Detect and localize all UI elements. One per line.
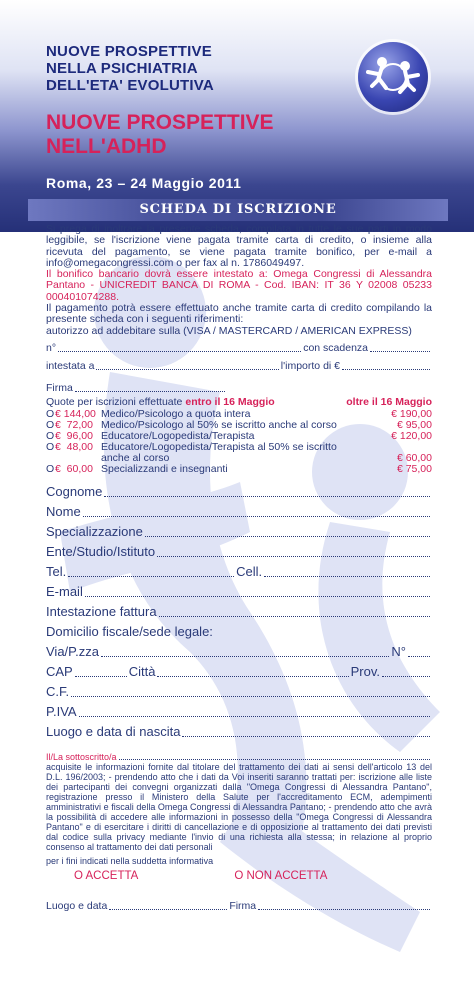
card-expiry-label: con scadenza bbox=[303, 341, 368, 354]
quote-row[interactable] bbox=[46, 442, 432, 464]
tax-code-field[interactable] bbox=[71, 696, 430, 697]
quote-checkbox[interactable]: O bbox=[46, 440, 55, 453]
card-holder-row bbox=[46, 358, 432, 372]
quote-label: Quote per iscrizioni effettuate bbox=[46, 395, 183, 408]
street-number-field[interactable] bbox=[408, 656, 430, 657]
undersigned-field[interactable] bbox=[119, 759, 430, 760]
mobile-label: Cell. bbox=[236, 563, 263, 579]
quote-checkbox[interactable]: O bbox=[46, 429, 55, 442]
city-label: Città bbox=[128, 663, 156, 679]
quote-amount: € 96,00 bbox=[55, 429, 93, 442]
quote-late-price: € 120,00 bbox=[391, 429, 432, 442]
quote-description: Educatore/Logopedista/Terapista bbox=[101, 429, 255, 442]
cap-label: CAP bbox=[46, 663, 73, 679]
province-field[interactable] bbox=[382, 676, 430, 677]
place-date-label: Luogo e data bbox=[46, 899, 108, 912]
institution-row bbox=[46, 539, 432, 559]
bank-transfer-text: Il bonifico bancario dovrà essere intestato a: Omega Congressi di Alessandra Pantano - UNICREDIT BANCA DI ROMA - Cod. IBAN: IT 36 Y 02008 05233 000401074288. bbox=[46, 268, 432, 303]
card-holder-label: intestata a bbox=[46, 359, 95, 372]
quote-description: Medico/Psicologo a quota intera bbox=[101, 407, 251, 420]
name-row bbox=[46, 499, 432, 519]
consent-options bbox=[46, 870, 432, 886]
final-signature-label: Firma bbox=[229, 899, 257, 912]
specialization-field[interactable] bbox=[145, 536, 430, 537]
surname-field[interactable] bbox=[104, 496, 430, 497]
quote-amount: € 72,00 bbox=[55, 418, 93, 431]
email-field[interactable] bbox=[85, 596, 430, 597]
signature-label: Firma bbox=[46, 381, 73, 394]
province-label: Prov. bbox=[350, 663, 380, 679]
birth-row bbox=[46, 719, 432, 739]
city-row bbox=[46, 659, 432, 679]
card-number-row bbox=[46, 340, 432, 354]
children-logo-icon bbox=[358, 42, 428, 112]
header-banner bbox=[0, 0, 474, 232]
city-field[interactable] bbox=[157, 676, 348, 677]
quote-description: Educatore/Logopedista/Terapista al 50% se iscritto anche al corso bbox=[101, 440, 337, 464]
quote-late-price: € 95,00 bbox=[396, 418, 432, 431]
quote-amount: € 48,00 bbox=[55, 440, 93, 453]
card-number-label: n° bbox=[46, 341, 57, 354]
vat-field[interactable] bbox=[79, 716, 430, 717]
email-label: E-mail bbox=[46, 583, 83, 599]
undersigned-row bbox=[46, 751, 432, 762]
privacy-purpose: per i fini indicati nella suddetta informativa bbox=[46, 855, 214, 866]
quote-checkbox[interactable]: O bbox=[46, 462, 55, 475]
birth-field[interactable] bbox=[182, 736, 430, 737]
vat-row bbox=[46, 699, 432, 719]
phone-field[interactable] bbox=[68, 576, 234, 577]
quote-checkbox[interactable]: O bbox=[46, 418, 55, 431]
authorize-text: autorizzo ad addebitare sulla (VISA / MASTERCARD / AMERICAN EXPRESS) bbox=[46, 324, 412, 337]
amount-label: l'importo di € bbox=[280, 359, 340, 372]
name-label: Nome bbox=[46, 503, 81, 519]
place-date-field[interactable] bbox=[109, 909, 227, 910]
form-title: SCHEDA DI ISCRIZIONE bbox=[139, 202, 337, 217]
street-number-label: N° bbox=[391, 643, 406, 659]
tax-code-label: C.F. bbox=[46, 683, 70, 699]
title-line-3: DELL'ETA' EVOLUTIVA bbox=[46, 77, 214, 94]
subtitle-bar bbox=[28, 199, 448, 221]
title-line-2: NELLA PSICHIATRIA bbox=[46, 60, 198, 77]
birth-label: Luogo e data di nascita bbox=[46, 723, 181, 739]
quote-amount: € 144,00 bbox=[55, 407, 96, 420]
quote-description: Specializzandi e insegnanti bbox=[101, 462, 228, 475]
quote-late-price: € 60,00 bbox=[396, 451, 432, 464]
quote-row[interactable] bbox=[46, 464, 432, 475]
cap-field[interactable] bbox=[75, 676, 127, 677]
street-row bbox=[46, 639, 432, 659]
quote-before-date: entro il 16 Maggio bbox=[185, 395, 275, 408]
signature-field[interactable] bbox=[75, 391, 225, 392]
place-date-row bbox=[46, 898, 432, 912]
reject-option[interactable]: O NON ACCETTA bbox=[234, 869, 328, 882]
privacy-text: acquisite le informazioni fornite dal titolare del trattamento dei dati ai sensi dell'articolo 13 del D.L. 196/2003; - prendendo atto che i dati da Voi inseriti saranno trattati per: iscrizione alle liste dei partecipanti dei convegni organizzati dalla "Omega Congressi di Alessandra Pantano", registrazione presso il Ministero della Salute per l'accreditamento ECM, adempimenti amministrativi e fiscali della Omega Congressi di Alessandra Pantano; - prendendo atto che avrà la possibilità di accedere alle informazioni in possesso della "Omega Congressi di Alessandra Pantano" e di esercitare i diritti di cancellazione e di opposizione al trattamento dei dati previsti dal codice sulla privacy mediante l'invio di una richiesta alla stessa; in relazione al proprio consenso al trattamento dei dati personali bbox=[46, 761, 432, 852]
credit-card-text: Il pagamento potrà essere effettuato anche tramite carta di credito compilando la presente scheda con i seguenti riferimenti: bbox=[46, 302, 432, 326]
event-dates: Roma, 23 – 24 Maggio 2011 bbox=[46, 175, 242, 191]
quote-late-price: € 75,00 bbox=[396, 462, 432, 475]
phone-row bbox=[46, 559, 432, 579]
street-label: Via/P.zza bbox=[46, 643, 100, 659]
quote-late-price: € 190,00 bbox=[391, 407, 432, 420]
invoice-field[interactable] bbox=[159, 616, 430, 617]
name-field[interactable] bbox=[83, 516, 430, 517]
title-line-1: NUOVE PROSPETTIVE bbox=[46, 43, 212, 60]
specialization-label: Specializzazione bbox=[46, 523, 143, 539]
intro-text: Si prega di inoltrare la presente scheda, compilata in tutte le sue parti in modo leggibile, se l'iscrizione viene pagata tramite carta di credito, o insieme alla ricevuta del pagamento, se viene pagata tramite bonifico, per e-mail a info@omegacongressi.com o per fax al n. 1786049497. bbox=[46, 223, 432, 269]
title-big-1: NUOVE PROSPETTIVE bbox=[46, 111, 274, 134]
invoice-row bbox=[46, 599, 432, 619]
card-number-field[interactable] bbox=[58, 351, 301, 352]
street-field[interactable] bbox=[101, 656, 389, 657]
institution-field[interactable] bbox=[157, 556, 430, 557]
quote-amount: € 60,00 bbox=[55, 462, 93, 475]
signature-row bbox=[46, 380, 432, 394]
final-signature-field[interactable] bbox=[258, 909, 430, 910]
title-big-2: NELL'ADHD bbox=[46, 135, 167, 158]
undersigned-label: Il/La sottoscritto/a bbox=[46, 751, 117, 762]
mobile-field[interactable] bbox=[264, 576, 430, 577]
form-content bbox=[46, 224, 432, 912]
phone-label: Tel. bbox=[46, 563, 67, 579]
tax-address-label: Domicilio fiscale/sede legale: bbox=[46, 623, 213, 639]
amount-field[interactable] bbox=[342, 369, 430, 370]
email-row bbox=[46, 579, 432, 599]
surname-label: Cognome bbox=[46, 483, 103, 499]
accept-option[interactable]: O ACCETTA bbox=[74, 869, 139, 882]
card-expiry-field[interactable] bbox=[370, 351, 430, 352]
surname-row bbox=[46, 479, 432, 499]
invoice-label: Intestazione fattura bbox=[46, 603, 157, 619]
tax-code-row bbox=[46, 679, 432, 699]
tax-address-row bbox=[46, 619, 432, 639]
card-holder-field[interactable] bbox=[96, 369, 278, 370]
institution-label: Ente/Studio/Istituto bbox=[46, 543, 156, 559]
quote-after-date: oltre il 16 Maggio bbox=[346, 395, 432, 408]
quote-description: Medico/Psicologo al 50% se iscritto anche al corso bbox=[101, 418, 337, 431]
quote-checkbox[interactable]: O bbox=[46, 407, 55, 420]
specialization-row bbox=[46, 519, 432, 539]
vat-label: P.IVA bbox=[46, 703, 77, 719]
